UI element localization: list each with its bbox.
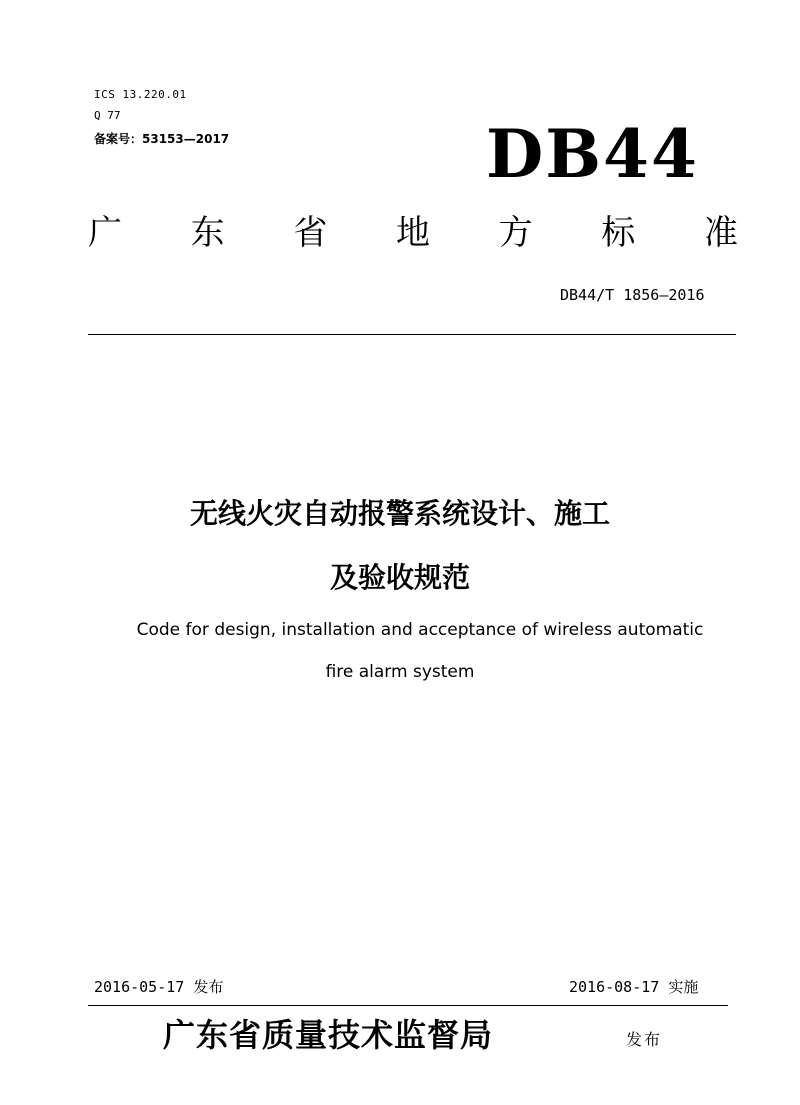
implementation-date: 2016-08-17 实施	[569, 978, 699, 996]
standard-category-title	[88, 208, 738, 258]
title-char: 广	[88, 213, 122, 253]
title-char: 省	[293, 213, 328, 253]
record-number: 备案号：53153—2017	[94, 132, 230, 146]
english-title-line-1: Code for design, installation and acceptance of wireless automatic	[136, 620, 704, 640]
title-char: 方	[498, 213, 533, 253]
standard-logo: DB44	[486, 115, 699, 193]
chinese-title-line-1: 无线火灾自动报警系统设计、施工	[189, 497, 610, 530]
title-char: 准	[703, 213, 738, 253]
standard-number: DB44/T 1856—2016	[560, 286, 705, 304]
title-char: 东	[190, 213, 225, 253]
top-divider	[88, 334, 736, 335]
chinese-title-line-2: 及验收规范	[329, 561, 470, 594]
ccs-code: Q 77	[94, 109, 121, 122]
english-title-line-2: fire alarm system	[325, 662, 475, 682]
ics-code: ICS 13.220.01	[94, 88, 187, 101]
issue-date: 2016-05-17 发布	[94, 978, 224, 996]
title-char: 标	[601, 213, 636, 253]
issuing-label: 发布	[626, 1030, 663, 1049]
issuing-authority: 广东省质量技术监督局	[163, 1016, 494, 1054]
title-char: 地	[395, 213, 430, 253]
bottom-divider	[88, 1005, 728, 1006]
